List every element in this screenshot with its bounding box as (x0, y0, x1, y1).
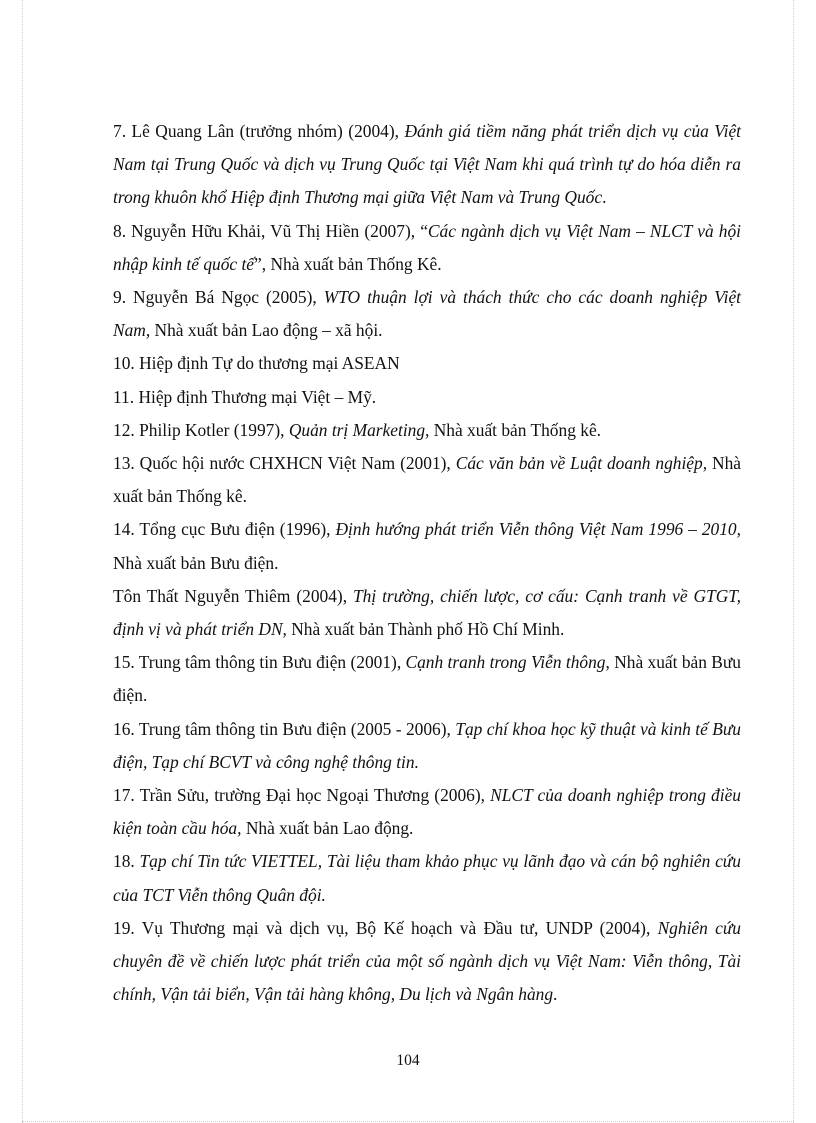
reference-text: 17. Trần Sửu, trường Đại học Ngoại Thương (2006), (113, 785, 491, 806)
reference-item (113, 912, 741, 1012)
reference-text: 19. Vụ Thương mại và dịch vụ, Bộ Kế hoạch và Đầu tư, UNDP (2004), (113, 917, 658, 938)
reference-text: , Nhà xuất bản Bưu điện. (113, 652, 741, 706)
reference-text: . (553, 984, 558, 1005)
reference-title: WTO thuận lợi và thách thức cho các doanh nghiệp Việt Nam, (113, 287, 741, 341)
reference-title: Đánh giá tiềm năng phát triển dịch vụ của Việt Nam tại Trung Quốc và dịch vụ Trung Quốc tại Việt Nam khi quá trình tự do hóa diễn ra trong khuôn khổ Hiệp định Thương mại giữa Việt Nam và Trung Quốc (113, 121, 741, 208)
reference-text: 7. Lê Quang Lân (trưởng nhóm) (2004), (113, 121, 405, 141)
reference-text: Nhà xuất bản Bưu điện. (113, 552, 279, 573)
reference-text: Nhà xuất bản Thành phố Hồ Chí Minh. (286, 619, 565, 640)
reference-text: 13. Quốc hội nước CHXHCN Việt Nam (2001), (113, 453, 456, 474)
reference-text: 8. Nguyễn Hữu Khải, Vũ Thị Hiền (2007), “ (113, 220, 428, 241)
reference-item (113, 646, 741, 712)
reference-item (113, 381, 741, 414)
reference-title: Quản trị Marketing, (288, 419, 430, 440)
reference-item (113, 414, 741, 447)
reference-item (113, 215, 741, 281)
reference-item (113, 580, 741, 646)
reference-item (113, 347, 741, 380)
reference-title: Nghiên cứu chuyên đề về chiến lược phát triển của một số ngành dịch vụ Việt Nam: Viễn thông, Tài chính, Vận tải biển, Vận tải hàng không, Du lịch và Ngân hàng (113, 917, 741, 1005)
reference-text: 16. Trung tâm thông tin Bưu điện (2005 - 2006), (113, 718, 456, 739)
reference-text: 12. Philip Kotler (1997), (113, 419, 289, 440)
reference-item (113, 281, 741, 347)
reference-item (113, 115, 741, 215)
reference-text: . (602, 187, 607, 208)
reference-text: Nhà xuất bản Lao động – xã hội. (150, 320, 383, 341)
reference-title: Thị trường, chiến lược, cơ cấu: Cạnh tranh về GTGT, định vị và phát triển DN, (113, 585, 741, 640)
reference-item (113, 845, 741, 911)
reference-text: Nhà xuất bản Lao động. (241, 818, 414, 839)
reference-text: Nhà xuất bản Thống kê. (429, 419, 602, 440)
reference-item (113, 447, 741, 513)
reference-title: Cạnh tranh trong Viễn thông (405, 652, 606, 673)
reference-title: Các văn bản về Luật doanh nghiệp, (455, 453, 708, 474)
reference-text: 10. Hiệp định Tự do thương mại ASEAN (113, 353, 400, 374)
reference-text: 15. Trung tâm thông tin Bưu điện (2001), (113, 652, 406, 673)
reference-title: Các ngành dịch vụ Việt Nam – NLCT và hội nhập kinh tế quốc tế (113, 220, 741, 274)
reference-title: NLCT của doanh nghiệp trong điều kiện toàn cầu hóa, (113, 785, 741, 839)
reference-item (113, 713, 741, 779)
reference-item (113, 779, 741, 845)
reference-text: 18. (113, 851, 140, 872)
reference-text: 11. Hiệp định Thương mại Việt – Mỹ. (113, 386, 377, 407)
reference-text: 14. Tổng cục Bưu điện (1996), (113, 519, 336, 540)
reference-list (113, 115, 741, 1011)
reference-item (113, 513, 741, 579)
reference-title: Định hướng phát triển Viễn thông Việt Nam 1996 – 2010, (335, 519, 741, 540)
page-number: 104 (396, 1052, 420, 1069)
reference-title: Tạp chí Tin tức VIETTEL, Tài liệu tham khảo phục vụ lãnh đạo và cán bộ nghiên cứu của TCT Viễn thông Quân đội. (113, 851, 741, 905)
reference-text: ”, Nhà xuất bản Thống Kê. (254, 253, 442, 274)
reference-text: 9. Nguyễn Bá Ngọc (2005), (113, 287, 324, 308)
page-bottom-guide (22, 1121, 794, 1122)
reference-text: Tôn Thất Nguyễn Thiêm (2004), (113, 585, 353, 606)
reference-text: Nhà xuất bản Thống kê. (113, 453, 741, 507)
reference-title: Tạp chí khoa học kỹ thuật và kinh tế Bưu điện, Tạp chí BCVT và công nghệ thông tin. (113, 718, 741, 772)
